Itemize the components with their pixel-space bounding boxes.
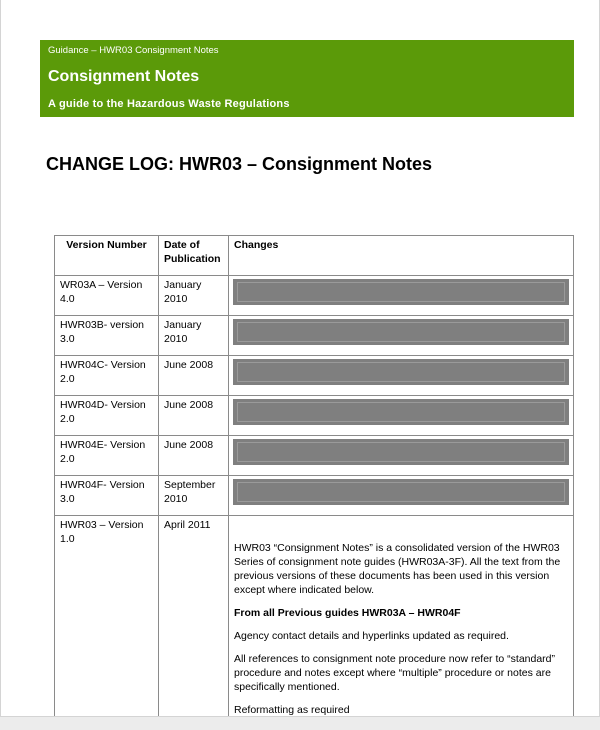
change-log-table bbox=[54, 235, 574, 717]
table-header-row bbox=[55, 236, 574, 276]
version-cell: HWR03 – Version 1.0 bbox=[55, 516, 159, 718]
shaded-block bbox=[233, 319, 569, 345]
changes-cell-shaded bbox=[229, 356, 574, 396]
table-row bbox=[55, 516, 574, 718]
header-date: Date of Publication bbox=[159, 236, 229, 276]
changes-paragraph: HWR03 “Consignment Notes” is a consolidated version of the HWR03 Series of consignment note guides (HWR03A-3F). All the text from the previous versions of these documents has been used in this version except where indicated below. bbox=[234, 542, 561, 596]
page-title: CHANGE LOG: HWR03 – Consignment Notes bbox=[46, 154, 433, 174]
changes-cell-shaded bbox=[229, 436, 574, 476]
shaded-block bbox=[233, 279, 569, 305]
changes-subheading: From all Previous guides HWR03A – HWR04F bbox=[234, 607, 461, 619]
date-cell: January 2010 bbox=[159, 276, 229, 316]
version-cell: HWR04D- Version 2.0 bbox=[55, 396, 159, 436]
banner-subtitle: A guide to the Hazardous Waste Regulations bbox=[48, 98, 290, 110]
table-row bbox=[55, 356, 574, 396]
changes-cell-shaded bbox=[229, 396, 574, 436]
changes-cell bbox=[229, 516, 574, 718]
shaded-block bbox=[233, 479, 569, 505]
changes-paragraph: All references to consignment note procedure now refer to “standard” procedure and notes except where “multiple” procedure or notes are specifically mentioned. bbox=[234, 653, 556, 693]
date-cell: April 2011 bbox=[159, 516, 229, 718]
version-cell: WR03A – Version 4.0 bbox=[55, 276, 159, 316]
shaded-block bbox=[233, 359, 569, 385]
date-cell: January 2010 bbox=[159, 316, 229, 356]
shaded-block bbox=[233, 439, 569, 465]
table-row bbox=[55, 276, 574, 316]
version-cell: HWR03B- version 3.0 bbox=[55, 316, 159, 356]
banner-title: Consignment Notes bbox=[48, 68, 200, 85]
version-cell: HWR04F- Version 3.0 bbox=[55, 476, 159, 516]
date-cell: September 2010 bbox=[159, 476, 229, 516]
table-row bbox=[55, 396, 574, 436]
changes-cell-shaded bbox=[229, 476, 574, 516]
table-row bbox=[55, 436, 574, 476]
changes-paragraph: Reformatting as required bbox=[234, 704, 350, 716]
version-cell: HWR04E- Version 2.0 bbox=[55, 436, 159, 476]
shaded-block bbox=[233, 399, 569, 425]
version-cell: HWR04C- Version 2.0 bbox=[55, 356, 159, 396]
changes-cell-shaded bbox=[229, 276, 574, 316]
table-row bbox=[55, 316, 574, 356]
guidance-banner bbox=[40, 40, 574, 117]
changes-cell-shaded bbox=[229, 316, 574, 356]
date-cell: June 2008 bbox=[159, 436, 229, 476]
changes-paragraph: Agency contact details and hyperlinks updated as required. bbox=[234, 630, 509, 642]
banner-breadcrumb: Guidance – HWR03 Consignment Notes bbox=[48, 45, 219, 56]
date-cell: June 2008 bbox=[159, 356, 229, 396]
table-row bbox=[55, 476, 574, 516]
date-cell: June 2008 bbox=[159, 396, 229, 436]
header-changes: Changes bbox=[229, 236, 574, 276]
header-version: Version Number bbox=[55, 236, 159, 276]
